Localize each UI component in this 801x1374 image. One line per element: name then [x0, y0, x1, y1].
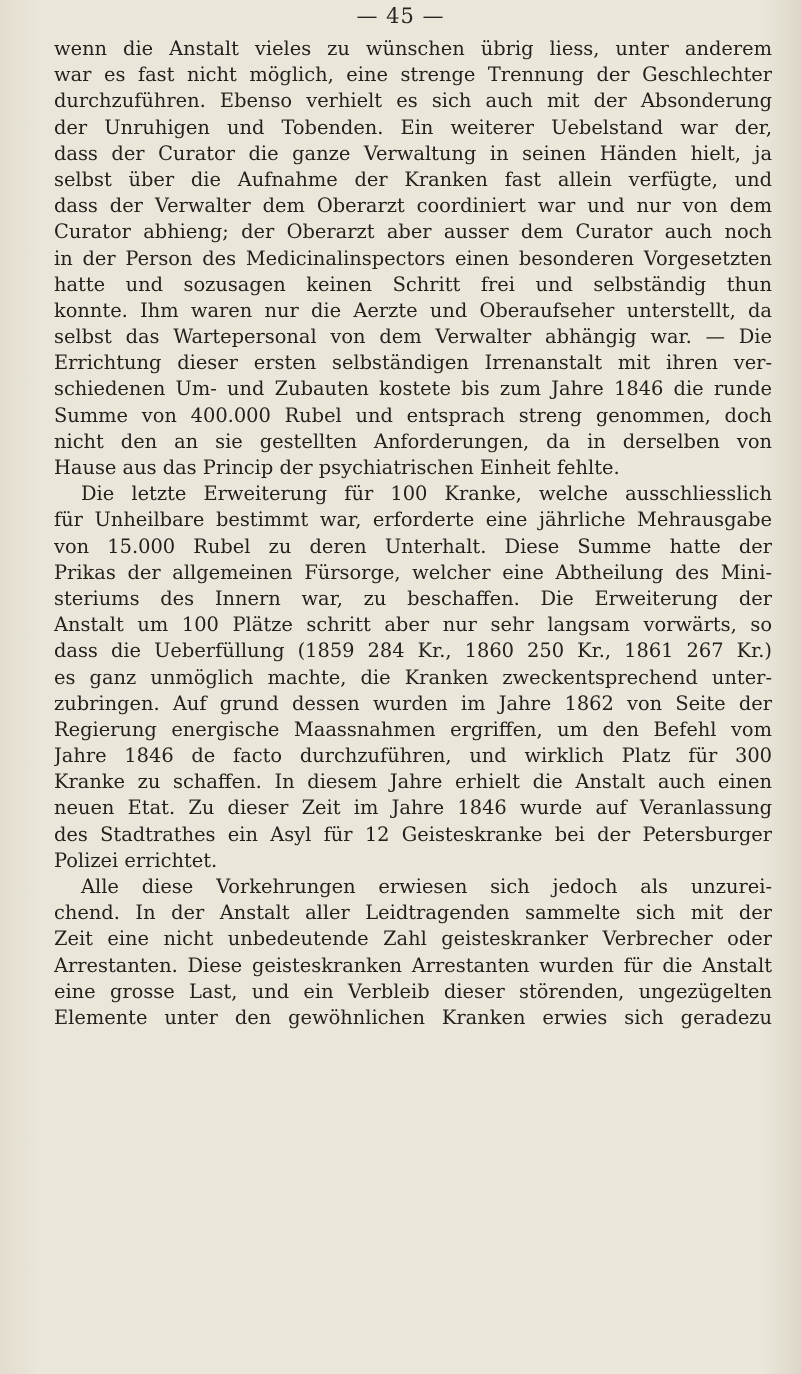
text-line: des Stadtrathes ein Asyl für 12 Geisteskranke bei der Petersburger	[54, 822, 772, 846]
text-line: in der Person des Medicinalinspectors einen besonderen Vorgesetzten	[54, 246, 772, 270]
text-line: eine grosse Last, und ein Verbleib dieser störenden, ungezügelten	[54, 979, 772, 1003]
text-line: chend. In der Anstalt aller Leidtragenden sammelte sich mit der	[54, 901, 772, 925]
text-line: Zeit eine nicht unbedeutende Zahl geisteskranker Verbrecher oder	[54, 927, 772, 951]
text-line: selbst das Wartepersonal von dem Verwalter abhängig war. — Die	[54, 325, 772, 349]
text-line: Anstalt um 100 Plätze schritt aber nur sehr langsam vorwärts, so	[54, 613, 772, 637]
paragraph	[54, 874, 772, 1031]
text-line: steriums des Innern war, zu beschaffen. Die Erweiterung der	[54, 586, 772, 610]
text-line: der Unruhigen und Tobenden. Ein weiterer Uebelstand war der,	[54, 115, 772, 139]
paragraph	[54, 481, 772, 874]
text-line: zubringen. Auf grund dessen wurden im Jahre 1862 von Seite der	[54, 691, 772, 715]
text-line: Arrestanten. Diese geisteskranken Arrestanten wurden für die Anstalt	[54, 953, 772, 977]
text-line: durchzuführen. Ebenso verhielt es sich auch mit der Absonderung	[54, 89, 772, 113]
text-line: Summe von 400.000 Rubel und entsprach streng genommen, doch	[54, 403, 772, 427]
text-line: konnte. Ihm waren nur die Aerzte und Oberaufseher unterstellt, da	[54, 298, 772, 322]
text-line: Hause aus das Princip der psychiatrischen Einheit fehlte.	[54, 456, 620, 479]
text-line: hatte und sozusagen keinen Schritt frei und selbständig thun	[54, 272, 772, 296]
text-line: dass der Curator die ganze Verwaltung in seinen Händen hielt, ja	[54, 141, 772, 165]
page-number: — 45 —	[356, 4, 445, 28]
text-line: dass die Ueberfüllung (1859 284 Kr., 1860 250 Kr., 1861 267 Kr.)	[54, 639, 772, 663]
text-line: dass der Verwalter dem Oberarzt coordiniert war und nur von dem	[54, 194, 772, 218]
text-line: selbst über die Aufnahme der Kranken fast allein verfügte, und	[54, 167, 772, 191]
text-line: Alle diese Vorkehrungen erwiesen sich jedoch als unzurei-	[81, 875, 772, 898]
body-text	[54, 36, 772, 1031]
text-line: Die letzte Erweiterung für 100 Kranke, welche ausschliesslich	[81, 482, 772, 506]
text-line: schiedenen Um- und Zubauten kostete bis zum Jahre 1846 die runde	[54, 377, 772, 401]
text-line: war es fast nicht möglich, eine strenge Trennung der Geschlechter	[54, 63, 772, 87]
text-line: Errichtung dieser ersten selbständigen Irrenanstalt mit ihren ver-	[54, 351, 772, 375]
text-line: wenn die Anstalt vieles zu wünschen übrig liess, unter anderem	[54, 37, 772, 60]
text-line: es ganz unmöglich machte, die Kranken zweckentsprechend unter-	[54, 665, 772, 689]
text-line: neuen Etat. Zu dieser Zeit im Jahre 1846 wurde auf Veranlassung	[54, 796, 772, 820]
text-line: Regierung energische Maassnahmen ergriffen, um den Befehl vom	[54, 717, 772, 741]
text-line: von 15.000 Rubel zu deren Unterhalt. Diese Summe hatte der	[54, 534, 772, 558]
text-line: Elemente unter den gewöhnlichen Kranken erwies sich geradezu	[54, 1005, 772, 1029]
text-line: Polizei errichtet.	[54, 848, 218, 872]
paragraph	[54, 36, 772, 481]
text-line: Jahre 1846 de facto durchzuführen, und wirklich Platz für 300	[54, 744, 772, 768]
text-line: für Unheilbare bestimmt war, erforderte eine jährliche Mehrausgabe	[54, 508, 772, 532]
text-line: Kranke zu schaffen. In diesem Jahre erhielt die Anstalt auch einen	[54, 770, 772, 794]
text-line: Curator abhieng; der Oberarzt aber ausser dem Curator auch noch	[54, 220, 772, 244]
text-line: Prikas der allgemeinen Fürsorge, welcher eine Abtheilung des Mini-	[54, 560, 772, 584]
text-line: nicht den an sie gestellten Anforderungen, da in derselben von	[54, 429, 772, 453]
